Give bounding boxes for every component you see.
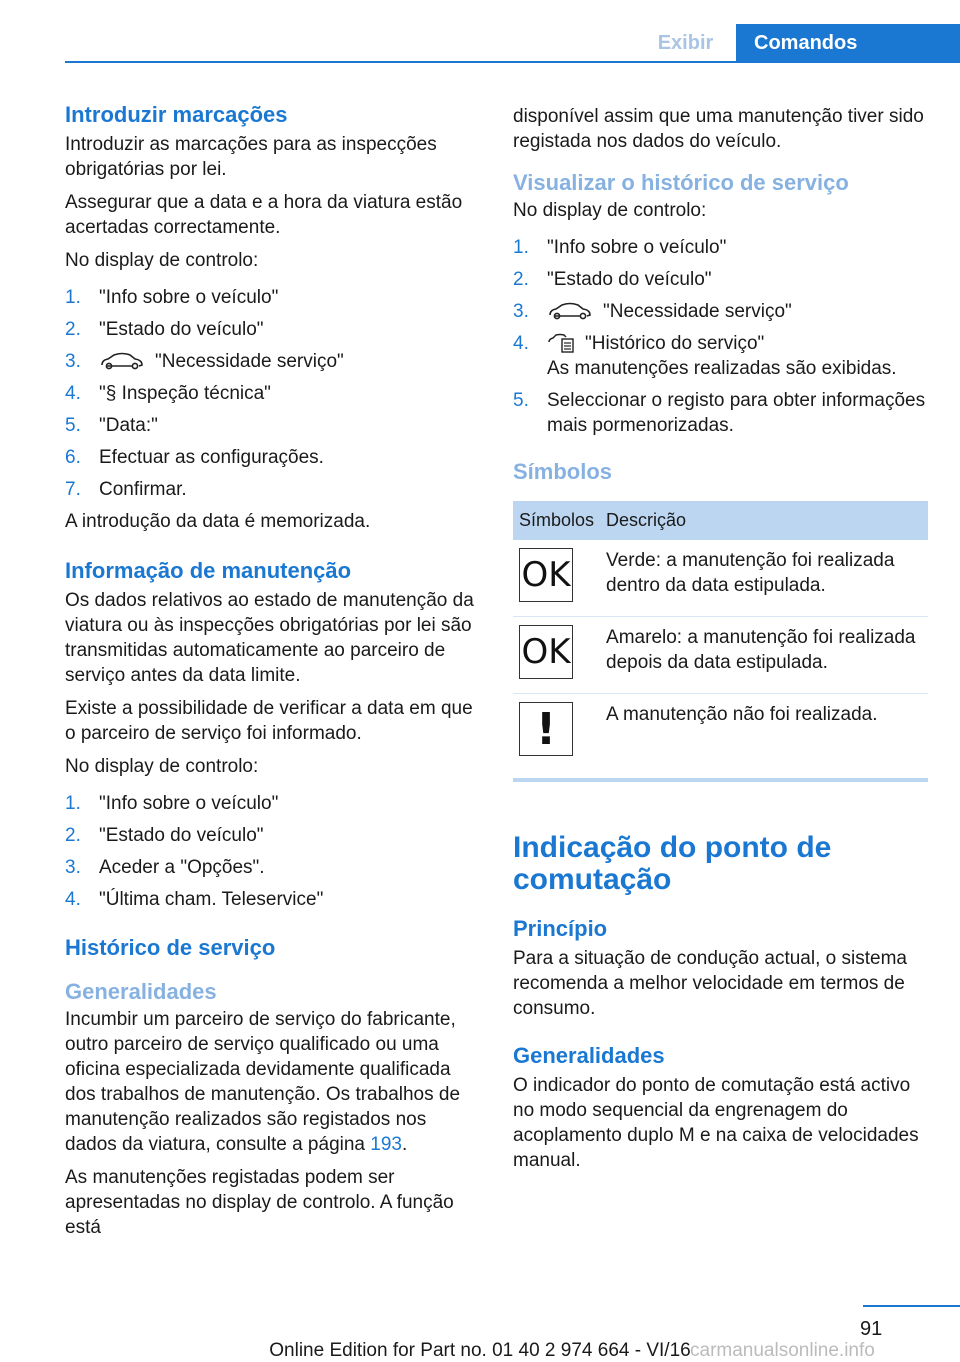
page-number: 91 — [860, 1318, 883, 1340]
header-rule — [65, 61, 960, 63]
footer-rule — [863, 1305, 960, 1307]
list-item: 2. "Estado do veículo" — [65, 319, 264, 340]
paragraph: No display de controlo: — [65, 756, 259, 777]
page-link[interactable]: 193 — [370, 1134, 402, 1155]
edition-footer: Online Edition for Part no. 01 40 2 974 664 - VI/16 — [269, 1340, 691, 1361]
paragraph: disponível assim que uma manutenção tiver sido registada nos dados do veículo. — [513, 106, 924, 152]
subsection-title: Visualizar o histórico de serviço — [513, 170, 849, 195]
steps-list — [513, 235, 933, 438]
paragraph: A introdução da data é memorizada. — [65, 511, 371, 532]
car-service-icon — [99, 351, 145, 371]
table-header-row — [513, 501, 928, 540]
car-history-icon — [547, 333, 575, 353]
ok-green-icon: OK — [519, 548, 573, 602]
watermark: carmanualsonline.info — [690, 1340, 875, 1361]
table-row — [513, 617, 928, 694]
paragraph: O indicador do ponto de comutação está activo no modo sequencial da engrenagem do acoplamento duplo M e na caixa de velocidades manual. — [513, 1075, 919, 1171]
section-title: Introduzir marcações — [65, 102, 288, 127]
list-item: 6. Efectuar as configurações. — [65, 447, 324, 468]
symbols-table — [513, 501, 928, 770]
column-header: Símbolos — [513, 501, 600, 540]
section-title: Histórico de serviço — [65, 935, 276, 960]
table-bottom-rule — [513, 778, 928, 782]
steps-list — [65, 285, 480, 502]
table-cell: Verde: a manutenção foi realizada dentro da data estipulada. — [600, 540, 928, 617]
list-item: 2. "Estado do veículo" — [513, 269, 712, 290]
table-row — [513, 694, 928, 771]
right-column — [513, 104, 933, 1181]
column-header: Descrição — [600, 501, 928, 540]
tab-comandos[interactable]: Comandos — [736, 24, 960, 62]
list-item: 4. "Última cham. Teleservice" — [65, 889, 324, 910]
paragraph: Os dados relativos ao estado de manutenção da viatura ou às inspecções obrigatórias por lei são transmitidas automaticamente ao parceiro de serviço antes da data limite. — [65, 590, 474, 686]
subsection-title: Símbolos — [513, 459, 613, 484]
list-item: 1. "Info sobre o veículo" — [65, 793, 279, 814]
list-item: 4. "Histórico do serviço" As manutenções realizadas são exibidas. — [513, 333, 897, 379]
list-item: 3. "Necessidade serviço" — [65, 351, 344, 372]
paragraph: No display de controlo: — [65, 250, 259, 271]
section-title: Informação de manutenção — [65, 558, 352, 583]
tab-exibir[interactable]: Exibir — [635, 24, 736, 62]
list-item: 1. "Info sobre o veículo" — [513, 237, 727, 258]
steps-list — [65, 791, 480, 912]
paragraph: Introduzir as marcações para as inspecções obrigatórias por lei. — [65, 134, 437, 180]
list-item: 4. "§ Inspeção técnica" — [65, 383, 271, 404]
table-cell: Amarelo: a manutenção foi realizada depois da data estipulada. — [600, 617, 928, 694]
car-service-icon — [547, 301, 593, 321]
list-item: 7. Confirmar. — [65, 479, 187, 500]
paragraph: Incumbir um parceiro de serviço do fabricante, outro parceiro de serviço qualificado ou uma oficina especializada devidamente qualificada dos trabalhos de manutenção. Os trabalhos de manutenção realizados são registados nos dados da viatura, consulte a página 193. — [65, 1009, 461, 1155]
list-item: 2. "Estado do veículo" — [65, 825, 264, 846]
exclamation-icon: ! — [519, 702, 573, 756]
section-title: Generalidades — [513, 1043, 665, 1068]
list-item: 1. "Info sobre o veículo" — [65, 287, 279, 308]
subsection-title: Generalidades — [65, 979, 217, 1004]
list-item: 3. "Necessidade serviço" — [513, 301, 792, 322]
paragraph: Para a situação de condução actual, o sistema recomenda a melhor velocidade em termos de consumo. — [513, 948, 907, 1019]
paragraph: As manutenções registadas podem ser apresentadas no display de controlo. A função está — [65, 1167, 454, 1238]
header-tabs — [635, 24, 960, 62]
left-column — [65, 100, 480, 1248]
list-item: 5. "Data:" — [65, 415, 158, 436]
list-item: 3. Aceder a "Opções". — [65, 857, 265, 878]
table-cell: A manutenção não foi realizada. — [606, 704, 878, 725]
chapter-title: Indicação do ponto de comutação — [513, 831, 832, 896]
list-item: 5. Seleccionar o registo para obter informações mais pormenorizadas. — [513, 390, 926, 436]
section-title: Princípio — [513, 916, 608, 941]
paragraph: Existe a possibilidade de verificar a data em que o parceiro de serviço foi informado. — [65, 698, 473, 744]
ok-yellow-icon: OK — [519, 625, 573, 679]
table-row — [513, 540, 928, 617]
paragraph: Assegurar que a data e a hora da viatura estão acertadas correctamente. — [65, 192, 463, 238]
paragraph: No display de controlo: — [513, 200, 707, 221]
